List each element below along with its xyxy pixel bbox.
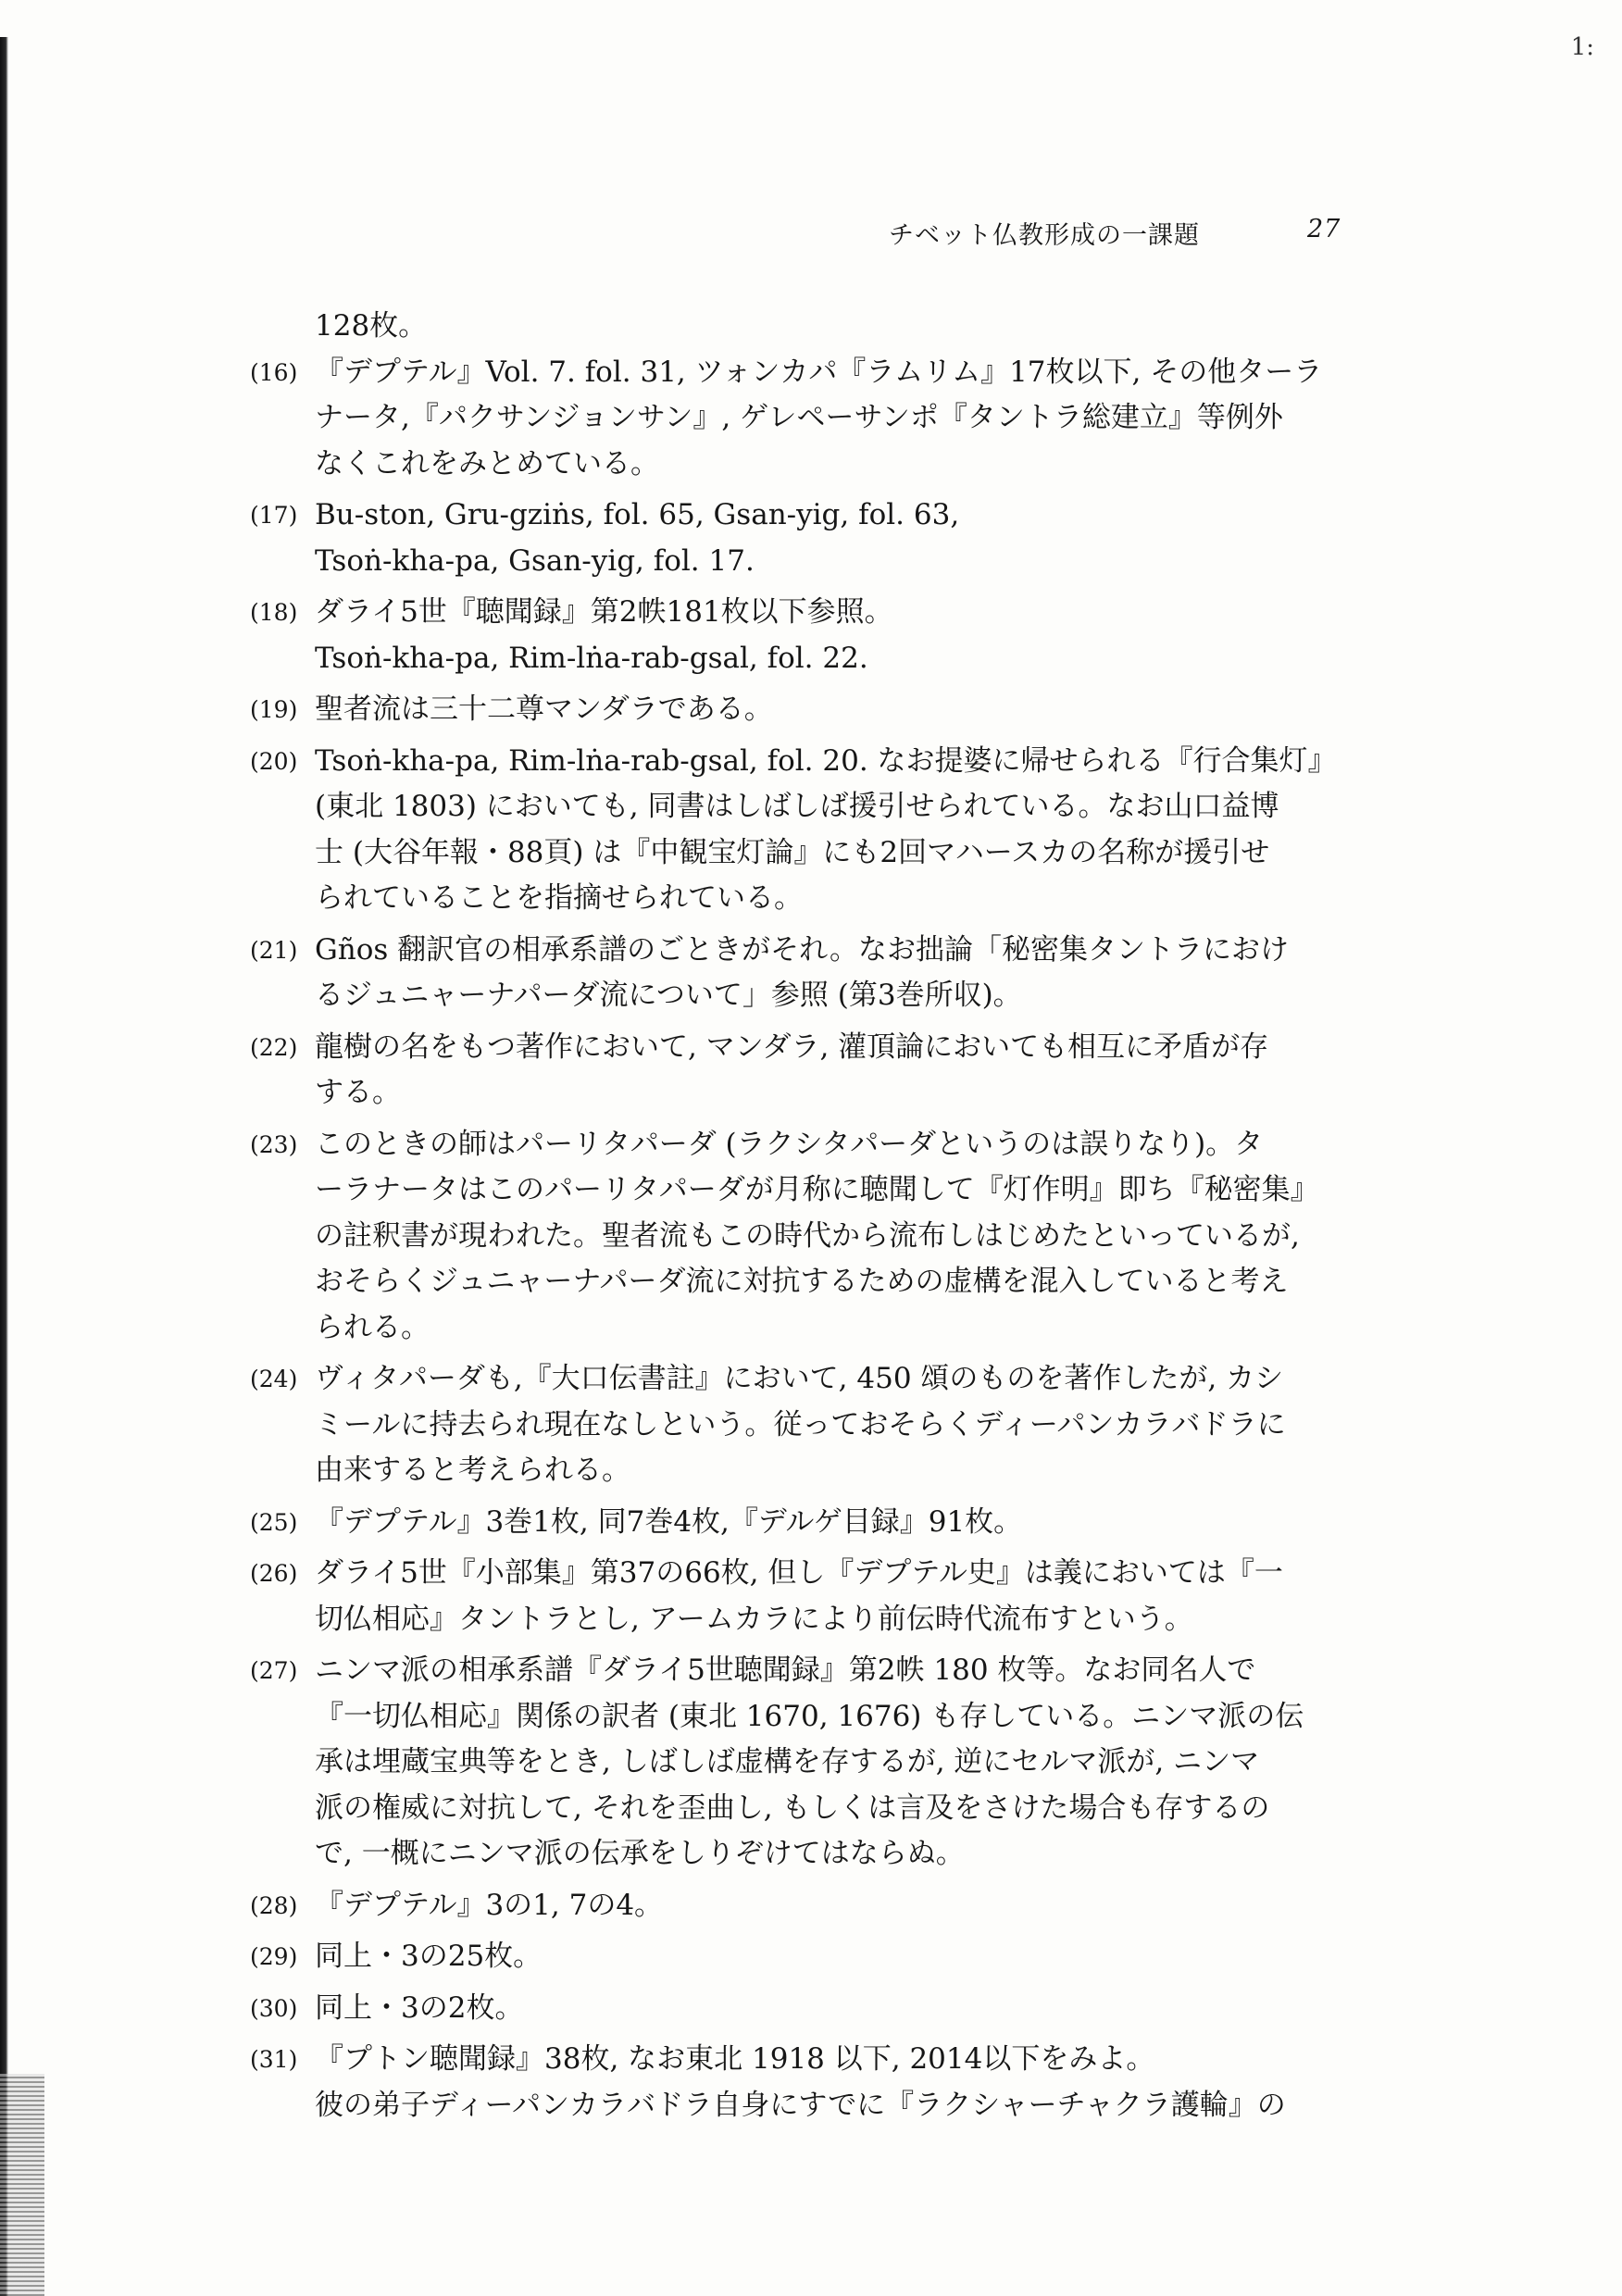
endnote-line: 『デプテル』3の1, 7の4。 (315, 1888, 664, 1922)
endnote-line: 同上・3の25枚。 (315, 1940, 543, 1973)
endnote-line: ヴィタパーダも,『大口伝書註』において, 450 頌のものを著作したが, カシ (315, 1362, 1284, 1395)
endnote-number: (19) (250, 696, 298, 723)
endnote-line: で, 一概にニンマ派の伝承をしりぞけてはならぬ。 (315, 1837, 965, 1870)
endnote (250, 1648, 1389, 1878)
endnote-line: 彼の弟子ディーパンカラバドラ自身にすでに『ラクシャーチャクラ護輪』の (315, 2088, 1286, 2122)
endnote-line: 『デプテル』3巻1枚, 同7巻4枚,『デルゲ目録』91枚。 (315, 1504, 1023, 1539)
endnote-number: (25) (250, 1508, 298, 1536)
endnote-number: (30) (250, 1994, 298, 2022)
endnote-line: 切仏相応』タントラとし, アームカラにより前伝時代流布すという。 (315, 1602, 1193, 1636)
page-number: 27 (1307, 215, 1341, 243)
endnote-line: 士 (大谷年報・88頁) は『中観宝灯論』にも2回マハースカの名称が援引せ (315, 835, 1270, 869)
endnote (250, 687, 1389, 733)
endnote-line: このときの師はパーリタパーダ (ラクシタパーダというのは誤りなり)。タ (315, 1127, 1264, 1161)
endnote-line: られていることを指摘せられている。 (315, 881, 803, 915)
endnote-line: おそらくジュニャーナパーダ流に対抗するための虚構を混入していると考え (315, 1265, 1289, 1298)
endnote-line: Bu-ston, Gru-gziṅs, fol. 65, Gsan-yig, fol. 63, (315, 498, 960, 531)
endnote-line: なくこれをみとめている。 (315, 446, 659, 480)
endnote-line: 派の権威に対抗して, それを歪曲し, もしくは言及をさけた場合も存するの (315, 1791, 1270, 1825)
endnote (250, 590, 1389, 681)
endnote-number: (26) (250, 1560, 298, 1587)
endnotes (250, 304, 1389, 2134)
endnote-line: Tsoṅ-kha-pa, Rim-lṅa-rab-gsal, fol. 20. なお提婆に帰せられる『行合集灯』 (315, 743, 1337, 778)
endnote (250, 1500, 1389, 1546)
endnote (250, 928, 1389, 1019)
endnote-line: 承は埋蔵宝典等をとき, しばしば虚構を存するが, 逆にセルマ派が, ニンマ (315, 1745, 1260, 1778)
endnote-line: られる。 (315, 1310, 430, 1344)
endnote-line: 由来すると考えられる。 (315, 1454, 630, 1487)
endnote-line: ダライ5世『聴聞録』第2帙181枚以下参照。 (315, 595, 893, 629)
endnote-number: (18) (250, 599, 298, 626)
endnote-line: 聖者流は三十二尊マンダラである。 (315, 693, 773, 726)
endnote (250, 493, 1389, 584)
endnote-number: (31) (250, 2046, 298, 2073)
endnote-line: (東北 1803) においても, 同書はしばしば援引せられている。なお山口益博 (315, 790, 1279, 823)
endnote-number: (22) (250, 1033, 298, 1061)
endnote-line: ナータ,『パクサンジョンサン』, ゲレペーサンポ『タントラ総建立』等例外 (315, 401, 1283, 434)
endnote (250, 350, 1389, 488)
endnote-number: (29) (250, 1943, 298, 1970)
endnote-line: する。 (315, 1076, 401, 1109)
endnote-number: (21) (250, 936, 298, 964)
running-head-title: チベット仏教形成の一課題 (889, 221, 1200, 250)
endnote-number: (16) (250, 358, 298, 386)
endnote-number: (28) (250, 1891, 298, 1919)
endnote-number: (27) (250, 1657, 298, 1684)
endnote-line: ダライ5世『小部集』第37の66枚, 但し『デプテル史』は義においては『一 (315, 1556, 1283, 1590)
endnote (250, 1883, 1389, 1929)
endnote-line: 龍樹の名をもつ著作において, マンダラ, 灌頂論においても相互に矛盾が存 (315, 1029, 1269, 1064)
notes-list (250, 350, 1389, 2129)
running-head (889, 215, 1352, 251)
endnote (250, 739, 1389, 922)
endnote-line: Tsoṅ-kha-pa, Gsan-yig, fol. 17. (315, 543, 755, 578)
note-line: 128枚。 (315, 309, 428, 343)
endnote (250, 1551, 1389, 1642)
endnote-line: 『デプテル』Vol. 7. fol. 31, ツォンカパ『ラムリム』17枚以下, その他ターラ (315, 355, 1323, 389)
note-continuation (250, 304, 1389, 350)
endnote-line: 『プトン聴聞録』38枚, なお東北 1918 以下, 2014以下をみよ。 (315, 2042, 1155, 2076)
endnote-line: ーラナータはこのパーリタパーダが月称に聴聞して『灯作明』即ち『秘密集』 (315, 1173, 1319, 1206)
endnote-line: の註釈書が現われた。聖者流もこの時代から流布しはじめたといっているが, (315, 1218, 1300, 1253)
endnote-line: ニンマ派の相承系譜『ダライ5世聴聞録』第2帙 180 枚等。なお同名人で (315, 1653, 1256, 1687)
endnote-line: 同上・3の2枚。 (315, 1990, 524, 2025)
endnote-number: (24) (250, 1366, 298, 1392)
endnote-number: (20) (250, 747, 298, 775)
endnote (250, 1122, 1389, 1352)
endnote (250, 1356, 1389, 1494)
endnote-number: (17) (250, 502, 298, 529)
endnote-line: Tsoṅ-kha-pa, Rim-lṅa-rab-gsal, fol. 22. (315, 641, 868, 675)
endnote (250, 1934, 1389, 1980)
binding-shadow (0, 2074, 44, 2296)
endnote (250, 2037, 1389, 2128)
endnote-number: (23) (250, 1130, 298, 1158)
endnote-line: Gños 翻訳官の相承系譜のごときがそれ。なお拙論「秘密集タントラにおけ (315, 932, 1290, 967)
corner-mark: 1: (1570, 33, 1594, 61)
binding-edge (0, 37, 8, 2296)
endnote-line: るジュニャーナパーダ流について」参照 (第3巻所収)。 (315, 979, 1022, 1012)
endnote-line: 『一切仏相応』関係の訳者 (東北 1670, 1676) も存している。ニンマ派の伝 (315, 1699, 1304, 1733)
endnote (250, 1986, 1389, 2032)
endnote (250, 1025, 1389, 1117)
endnote-line: ミールに持去られ現在なしという。従っておそらくディーパンカラバドラに (315, 1407, 1286, 1441)
